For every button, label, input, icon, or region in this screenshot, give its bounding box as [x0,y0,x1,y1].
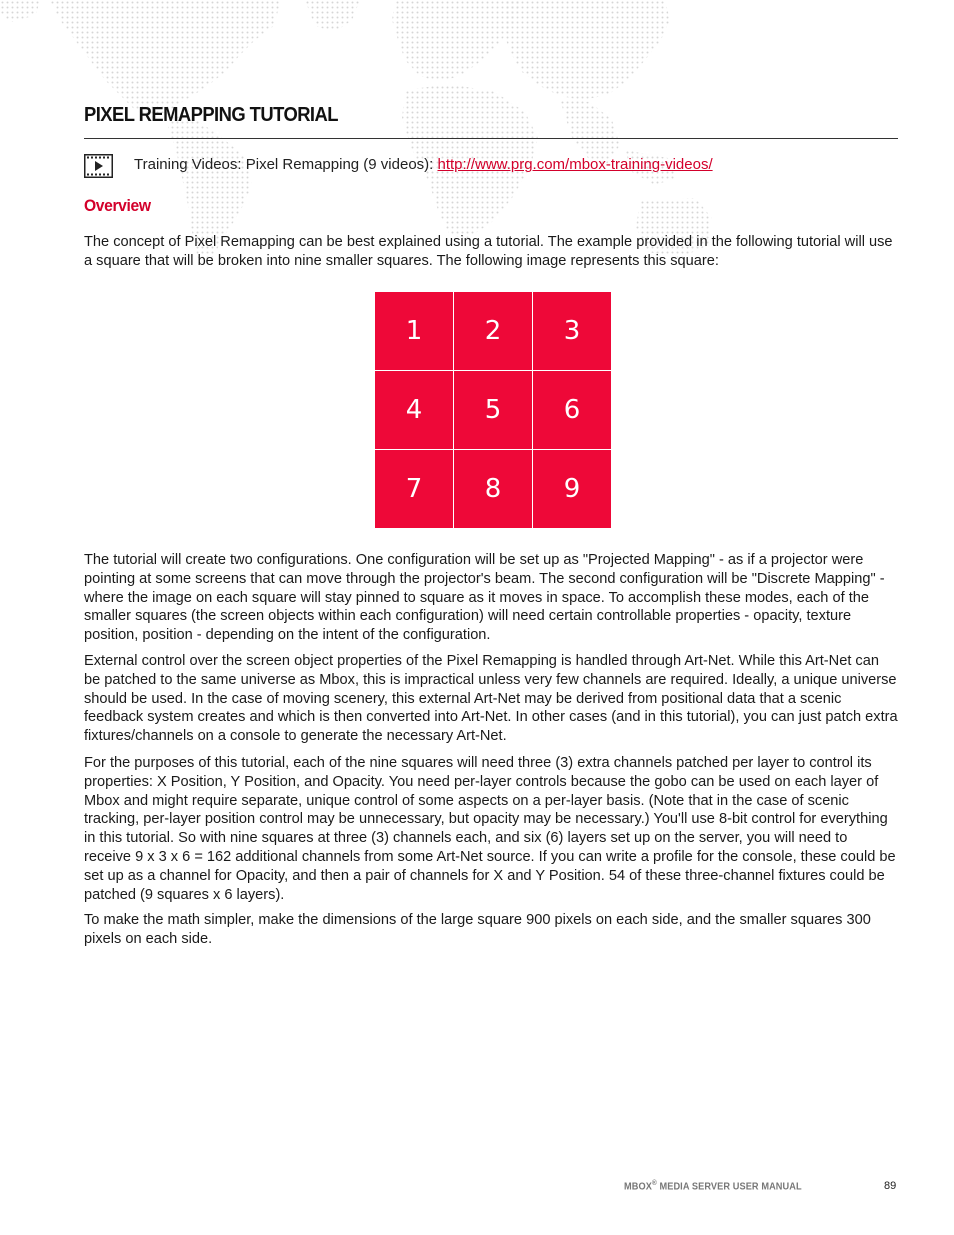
square-cell-2: 2 [454,292,532,370]
body-paragraph-3: For the purposes of this tutorial, each of the nine squares will need three (3) extra channels patched per layer to control its properties: X Position, Y Position, and Opacity. You need per-layer controls because the gobo can be used on each layer of Mbox and might require separate, unique control of some aspects on a per-layer basis. (Note that in the case of scenic tracking, per-layer position control may be unnecessary, but opacity may be necessary.) You'll use 8-bit control for everything in this tutorial. So with nine squares at three (3) channels each, and six (6) layers set up on the server, you will need to receive 9 x 3 x 6 = 162 additional channels from some Art-Net source. If you can write a profile for the console, these could be set up as a channel for Opacity, and then a pair of channels for X and Y Position. 54 of these three-channel fixtures could be patched (9 squares x 6 layers). [84,755,896,903]
footer-brand: MBOX [624,1181,652,1193]
training-video-label: Training Videos: Pixel Remapping (9 videos): [134,156,438,173]
world-map-background [0,0,954,260]
video-play-icon [84,154,113,178]
page-title: PIXEL REMAPPING TUTORIAL [84,104,338,126]
square-cell-4: 4 [375,371,453,449]
training-video-row [84,152,898,180]
square-cell-3: 3 [533,292,611,370]
title-divider [84,138,898,139]
square-cell-7: 7 [375,450,453,528]
training-video-text [134,156,713,173]
overview-heading: Overview [84,196,151,215]
square-cell-5: 5 [454,371,532,449]
square-cell-9: 9 [533,450,611,528]
page-footer [0,1180,954,1196]
nine-square-figure [374,291,612,529]
registered-mark: ® [651,1180,657,1187]
body-paragraph-4: To make the math simpler, make the dimensions of the large square 900 pixels on each side, and the smaller squares 300 pixels on each side. [84,912,871,947]
square-cell-8: 8 [454,450,532,528]
body-paragraph-2: External control over the screen object properties of the Pixel Remapping is handled through Art-Net. While this Art-Net can be patched to the same universe as Mbox, this is impractical unless very few channels are required. Ideally, a unique universe should be used. In the case of moving scenery, this external Art-Net may be derived from positional data that a scenic feedback system creates and which is then converted into Art-Net. In other cases (and in this tutorial), you can just patch extra fixtures/channels on a console to generate the necessary Art-Net. [84,653,898,745]
page-number: 89 [884,1180,897,1192]
footer-manual-name: MEDIA SERVER USER MANUAL [656,1181,802,1193]
square-cell-6: 6 [533,371,611,449]
square-cell-1: 1 [375,292,453,370]
overview-intro: The concept of Pixel Remapping can be best explained using a tutorial. The example provided in the following tutorial will use a square that will be broken into nine smaller squares. The following image represents this square: [84,234,893,269]
training-video-link[interactable]: http://www.prg.com/mbox-training-videos/ [437,156,713,173]
footer-manual-title [624,1180,802,1192]
body-paragraph-1: The tutorial will create two configurations. One configuration will be set up as "Projected Mapping" - as if a projector were pointing at some screens that can move through the projector's beam. The second configuration will be "Discrete Mapping" - where the image on each square will stay pinned to square as it moves in space. To accomplish these modes, each of the smaller squares (the screen objects within each configuration) will need certain controllable properties - opacity, texture position, position - depending on the intent of the configuration. [84,552,885,644]
